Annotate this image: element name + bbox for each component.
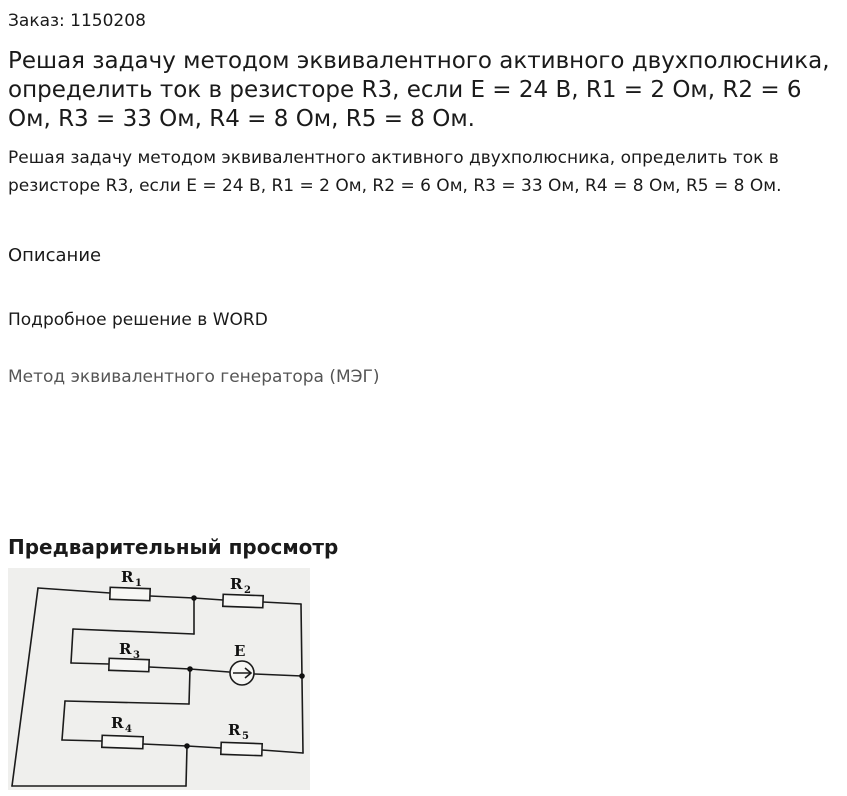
solution-method: Метод эквивалентного генератора (МЭГ) <box>8 367 380 387</box>
label-r4-sub: 4 <box>125 724 132 735</box>
description-label: Описание <box>8 245 102 266</box>
label-r1: R <box>121 568 134 586</box>
wire-r4-right <box>143 744 187 746</box>
resistor-r1 <box>110 587 150 600</box>
label-r2: R <box>230 575 243 593</box>
resistor-r5 <box>221 742 262 755</box>
resistor-r4 <box>102 735 143 748</box>
wire-top-b <box>150 596 194 598</box>
circuit-diagram <box>8 568 310 790</box>
label-r3: R <box>119 640 132 658</box>
wire-loop2-left <box>62 701 65 740</box>
junction-node-right <box>299 673 305 679</box>
junction-node-middle <box>187 666 193 672</box>
wire-node2-down <box>189 669 190 704</box>
label-r1-sub: 1 <box>135 578 142 589</box>
wire-r5-left <box>187 746 221 748</box>
resistor-r3 <box>109 658 149 671</box>
wire-e-right <box>255 674 302 676</box>
wire-r3-left <box>71 663 109 664</box>
junction-node-top <box>191 595 197 601</box>
solution-format: Подробное решение в WORD <box>8 310 268 330</box>
task-title: Решая задачу методом эквивалентного активного двухполюсника, определить ток в резисторе R3, если E = 24 В, R1 = 2 Ом, R2 = 6 Ом, R3 = 33 Ом, R4 = 8 Ом, R5 = 8 Ом. <box>8 48 830 132</box>
emf-source <box>230 661 254 685</box>
wire-top-c <box>194 598 223 600</box>
wire-r5-right <box>262 750 303 753</box>
task-description: Решая задачу методом эквивалентного активного двухполюсника, определить ток в резисторе R3, если E = 24 В, R1 = 2 Ом, R2 = 6 Ом, R3 = 33 Ом, R4 = 8 Ом, R5 = 8 Ом. <box>8 148 782 196</box>
wire-loop2-top <box>65 701 189 704</box>
wire-loop1-top <box>73 629 194 634</box>
label-r5: R <box>228 721 241 739</box>
junction-node-bottom <box>184 743 190 749</box>
label-r4: R <box>111 714 124 732</box>
wire-bottom-riser <box>186 746 187 786</box>
resistor-r2 <box>223 594 263 607</box>
order-number: Заказ: 1150208 <box>8 11 146 31</box>
wire-r3-right <box>149 667 190 669</box>
label-r5-sub: 5 <box>242 731 249 742</box>
wire-r4-left <box>62 740 102 741</box>
wire-left-outer <box>12 588 38 786</box>
wire-e-left <box>190 669 229 672</box>
preview-heading: Предварительный просмотр <box>8 535 339 559</box>
wire-loop1-left <box>71 629 73 663</box>
wire-top-d <box>263 602 301 604</box>
wire-top-a <box>38 588 110 593</box>
label-e: E <box>234 642 246 660</box>
label-r2-sub: 2 <box>244 585 251 596</box>
label-r3-sub: 3 <box>133 650 140 661</box>
circuit-preview-image[interactable] <box>8 568 310 790</box>
